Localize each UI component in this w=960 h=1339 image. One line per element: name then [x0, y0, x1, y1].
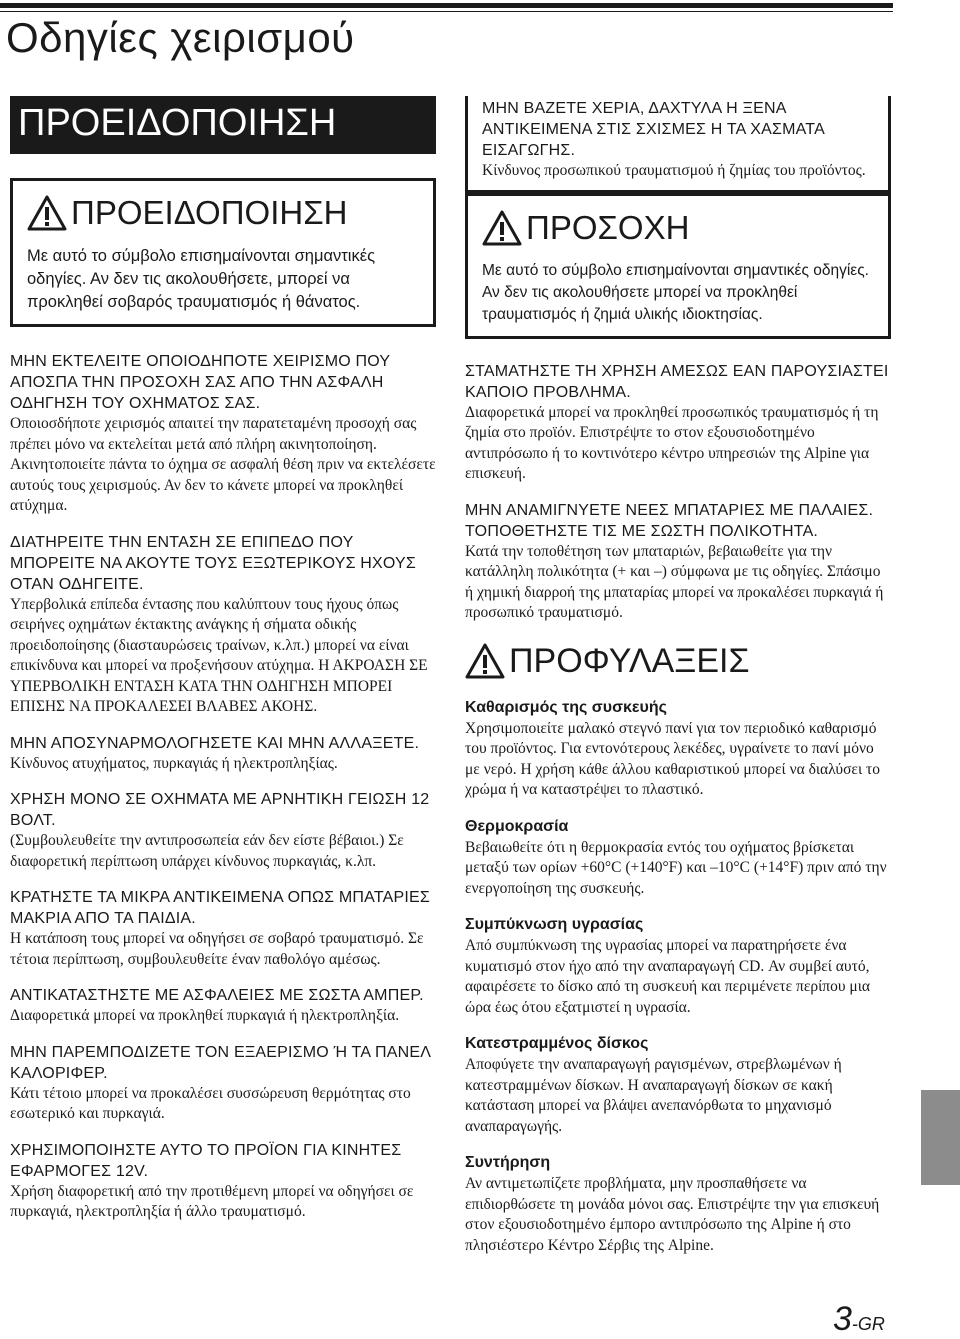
section-body: Χρήση διαφορετική από την προτιθέμενη μπορεί να οδηγήσει σε πυρκαγιά, ηλεκτροπληξία ή άλλο τραυματισμό. [10, 1182, 414, 1220]
section-heading: ΧΡΗΣΙΜΟΠΟΙΗΣΤΕ ΑΥΤΟ ΤΟ ΠΡΟΪΟΝ ΓΙΑ ΚΙΝΗΤΕΣ ΕΦΑΡΜΟΓΕΣ 12V. [10, 1141, 402, 1180]
section-body: Κατά την τοποθέτηση των μπαταριών, βεβαιωθείτε για την κατάλληλη πολικότητα (+ και –) σύμφωνα με τις οδηγίες. Σπάσιμο ή χημική διαρροή της μπαταρίας μπορεί να προκαλέσει πυρκαγιά ή προσωπικό τραυματισμό. [465, 542, 884, 621]
right-column [465, 96, 891, 1271]
section-heading: ΣΤΑΜΑΤΗΣΤΕ ΤΗ ΧΡΗΣΗ ΑΜΕΣΩΣ ΕΑΝ ΠΑΡΟΥΣΙΑΣΤΕΙ ΚΑΠΟΙΟ ΠΡΟΒΛΗΜΑ. [465, 362, 889, 401]
warning-banner: ΠΡΟΕΙΔΟΠΟΙΗΣΗ [10, 96, 436, 154]
side-tab-marker [921, 1090, 960, 1185]
page-number-digit: 3 [833, 1300, 852, 1338]
precaution-body: Αποφύγετε την αναπαραγωγή ραγισμένων, στρεβλωμένων ή κατεστραμμένων δίσκων. Η αναπαραγωγή δίσκων σε κακή κατάσταση μπορεί να βλάψει ανεπανόρθωτα το μηχανισμό αναπαραγωγής. [465, 1056, 842, 1135]
section-heading: ΔΙΑΤΗΡΕΙΤΕ ΤΗΝ ΕΝΤΑΣΗ ΣΕ ΕΠΙΠΕΔΟ ΠΟΥ ΜΠΟΡΕΙΤΕ ΝΑ ΑΚΟΥΤΕ ΤΟΥΣ ΕΞΩΤΕΡΙΚΟΥΣ ΗΧΟΥΣ ΟΤΑΝ ΟΔΗΓΕΙΤΕ. [10, 533, 417, 593]
section-body: Κίνδυνος ατυχήματος, πυρκαγιάς ή ηλεκτροπληξίας. [10, 754, 338, 772]
precaution-body: Αν αντιμετωπίζετε προβλήματα, μην προσπαθήσετε να επιδιορθώσετε τη μονάδα μόνοι σας. Επιστρέψτε την για επισκευή στον εξουσιοδοτημένο έμπορο αντιπρόσωπο της Alpine ή στο πλησιέστερο Κέντρο Σέρβις της Alpine. [465, 1175, 880, 1254]
right-top-heading: ΜΗΝ ΒΑΖΕΤΕ ΧΕΡΙΑ, ΔΑΧΤΥΛΑ Η ΞΕΝΑ ΑΝΤΙΚΕΙΜΕΝΑ ΣΤΙΣ ΣΧΙΣΜΕΣ Η ΤΑ ΧΑΣΜΑΤΑ ΕΙΣΑΓΩΓΗΣ. [482, 100, 825, 159]
section-body: Διαφορετικά μπορεί να προκληθεί προσωπικός τραυματισμός ή τη ζημία στο προϊόν. Επιστρέψτε το στον εξουσιοδοτημένο αντιπρόσωπο ή το κοντινότερο κέντρο υπηρεσιών της Alpine για επισκευή. [465, 403, 879, 482]
section-body: Διαφορετικά μπορεί να προκληθεί πυρκαγιά ή ηλεκτροπληξία. [10, 1007, 400, 1024]
precaution-heading: Θερμοκρασία [465, 817, 569, 835]
precaution-body: Χρησιμοποιείτε μαλακό στεγνό πανί για τον περιοδικό καθαρισμό του προϊόντος. Για εντονότερους λεκέδες, υγραίνετε το πανί μόνο με νερό. Η χρήση κάθε άλλου καθαριστικού μπορεί να διαλύσει το χρώμα ή να καταστρέψει το πλαστικό. [465, 719, 880, 798]
precautions-header [465, 639, 891, 683]
section-heading: ΜΗΝ ΕΚΤΕΛΕΙΤΕ ΟΠΟΙΟΔΗΠΟΤΕ ΧΕΙΡΙΣΜΟ ΠΟΥ ΑΠΟΣΠΑ ΤΗΝ ΠΡΟΣΟΧΗ ΣΑΣ ΑΠΟ ΤΗΝ ΑΣΦΑΛΗ ΟΔΗΓΗΣΗ ΤΟΥ ΟΧΗΜΑΤΟΣ ΣΑΣ. [10, 353, 390, 412]
precautions-list [465, 697, 891, 1257]
section-heading: ΜΗΝ ΑΠΟΣΥΝΑΡΜΟΛΟΓΗΣΕΤΕ ΚΑΙ ΜΗΝ ΑΛΛΑΞΕΤΕ. [10, 734, 420, 752]
precaution-heading: Συντήρηση [465, 1154, 551, 1171]
caution-box-header [482, 208, 874, 248]
precaution-item [465, 697, 891, 801]
section-body: Οποιοσδήποτε χειρισμός απαιτεί την παρατεταμένη προσοχή σας πρέπει μόνο να εκτελείται μετά από πλήρη ακινητοποίηση. Ακινητοποιείτε πάντα το όχημα σε ασφαλή θέση πριν να εκτελέσετε αυτούς τους χειρισμούς. Αν δεν το κάνετε μπορεί να προκληθεί ατύχημα. [10, 415, 436, 514]
section-heading: ΜΗΝ ΑΝΑΜΙΓΝΥΕΤΕ ΝΕΕΣ ΜΠΑΤΑΡΙΕΣ ΜΕ ΠΑΛΑΙΕΣ. ΤΟΠΟΘΕΤΗΣΤΕ ΤΙΣ ΜΕ ΣΩΣΤΗ ΠΟΛΙΚΟΤΗΤΑ. [465, 501, 874, 540]
section-heading: ΚΡΑΤΗΣΤΕ ΤΑ ΜΙΚΡΑ ΑΝΤΙΚΕΙΜΕΝΑ ΟΠΩΣ ΜΠΑΤΑΡΙΕΣ ΜΑΚΡΙΑ ΑΠΟ ΤΑ ΠΑΙΔΙΑ. [10, 889, 430, 927]
precaution-item [465, 1033, 891, 1137]
right-section [465, 500, 891, 624]
left-section [10, 985, 436, 1027]
left-section [10, 351, 436, 517]
section-body: Κάτι τέτοιο μπορεί να προκαλέσει συσσώρευση θερμότητας στο εσωτερικό και πυρκαγιά. [10, 1084, 411, 1122]
top-rule-thick [0, 3, 893, 8]
section-body: Η κατάποση τους μπορεί να οδηγήσει σε σοβαρό τραυματισμό. Σε τέτοια περίπτωση, συμβουλευθείτε έναν παθολόγο αμέσως. [10, 930, 424, 968]
caution-box-title: ΠΡΟΣΟΧΗ [526, 208, 690, 246]
section-heading: ΑΝΤΙΚΑΤΑΣΤΗΣΤΕ ΜΕ ΑΣΦΑΛΕΙΕΣ ΜΕ ΣΩΣΤΑ ΑΜΠΕΡ. [10, 987, 424, 1004]
left-sections [10, 351, 436, 1223]
left-section [10, 733, 436, 775]
warning-box-header [27, 193, 419, 233]
left-section [10, 1042, 436, 1125]
caution-box-text: Με αυτό το σύμβολο επισημαίνονται σημαντικές οδηγίες. Αν δεν τις ακολουθήσετε μπορεί να προκληθεί τραυματισμός ή ζημιά υλικής ιδιοκτησίας. [482, 261, 869, 323]
precaution-heading: Συμπύκνωση υγρασίας [465, 916, 644, 933]
left-section [10, 1140, 436, 1223]
precaution-item [465, 1152, 891, 1256]
page-title: Οδηγίες χειρισμού [6, 14, 355, 61]
precautions-triangle-icon [465, 643, 505, 679]
caution-box [465, 193, 891, 339]
section-body: (Συμβουλευθείτε την αντιπροσωπεία εάν δεν είστε βέβαιοι.) Σε διαφορετική περίπτωση υπάρχει κίνδυνος πυρκαγιάς, κ.λπ. [10, 832, 404, 870]
precaution-body: Από συμπύκνωση της υγρασίας μπορεί να παρατηρήσετε ένα κυματισμό στον ήχο από την αναπαραγωγή CD. Αν συμβεί αυτό, αφαιρέσετε το δίσκο από τη συσκευή και περιμένετε περίπου μια ώρα έως ότου εξατμιστεί η υγρασία. [465, 937, 870, 1016]
warning-box-text: Με αυτό το σύμβολο επισημαίνονται σημαντικές οδηγίες. Αν δεν τις ακολουθήσετε, μπορεί να προκληθεί σοβαρός τραυματισμός ή θάνατος. [27, 247, 376, 311]
right-sections [465, 361, 891, 624]
precaution-heading: Κατεστραμμένος δίσκος [465, 1035, 649, 1052]
precaution-heading: Καθαρισμός της συσκευής [465, 698, 667, 716]
section-body: Υπερβολικά επίπεδα έντασης που καλύπτουν τους ήχους όπως σειρήνες οχημάτων έκτακτης ανάγκης ή σήματα οδικής προειδοποίησης (διασταυρώσεις τραίνων, κ.λπ.) μπορεί να είναι επικίνδυνα και μπορεί να προξενήσουν ατύχημα. Η ΑΚΡΟΑΣΗ ΣΕ ΥΠΕΡΒΟΛΙΚΗ ΕΝΤΑΣΗ ΚΑΤΑ ΤΗΝ ΟΔΗΓΗΣΗ ΜΠΟΡΕΙ ΕΠΙΣΗΣ ΝΑ ΠΡΟΚΑΛΕΣΕΙ ΒΛΑΒΕΣ ΑΚΟΗΣ. [10, 595, 428, 715]
page-number [833, 1300, 885, 1339]
section-heading: ΜΗΝ ΠΑΡΕΜΠΟΔΙΖΕΤΕ ΤΟΝ ΕΞΑΕΡΙΣΜΟ Ή ΤΑ ΠΑΝΕΛ ΚΑΛΟΡΙΦΕΡ. [10, 1043, 431, 1082]
warning-continuation-box [465, 96, 891, 193]
warning-triangle-icon [27, 195, 67, 231]
left-section [10, 789, 436, 872]
precaution-item [465, 816, 891, 900]
precautions-title: ΠΡΟΦΥΛΑΞΕΙΣ [509, 641, 750, 680]
section-heading: ΧΡΗΣΗ ΜΟΝΟ ΣΕ ΟΧΗΜΑΤΑ ΜΕ ΑΡΝΗΤΙΚΗ ΓΕΙΩΣΗ 12 ΒΟΛΤ. [10, 791, 430, 829]
left-section [10, 887, 436, 970]
right-section [465, 361, 891, 485]
precaution-body: Βεβαιωθείτε ότι η θερμοκρασία εντός του οχήματος βρίσκεται μεταξύ των ορίων +60°C (+140°F) και –10°C (+14°F) πριν από την ενεργοποίηση της συσκευής. [465, 838, 887, 897]
precaution-item [465, 914, 891, 1018]
top-rule-thin [0, 11, 893, 12]
warning-box [10, 178, 436, 327]
left-column [10, 96, 436, 1238]
warning-box-title: ΠΡΟΕΙΔΟΠΟΙΗΣΗ [71, 194, 348, 231]
right-top-body: Κίνδυνος προσωπικού τραυματισμού ή ζημίας του προϊόντος. [482, 162, 866, 179]
caution-triangle-icon [482, 210, 522, 246]
page-number-suffix: -GR [851, 1314, 885, 1334]
left-section [10, 532, 436, 718]
